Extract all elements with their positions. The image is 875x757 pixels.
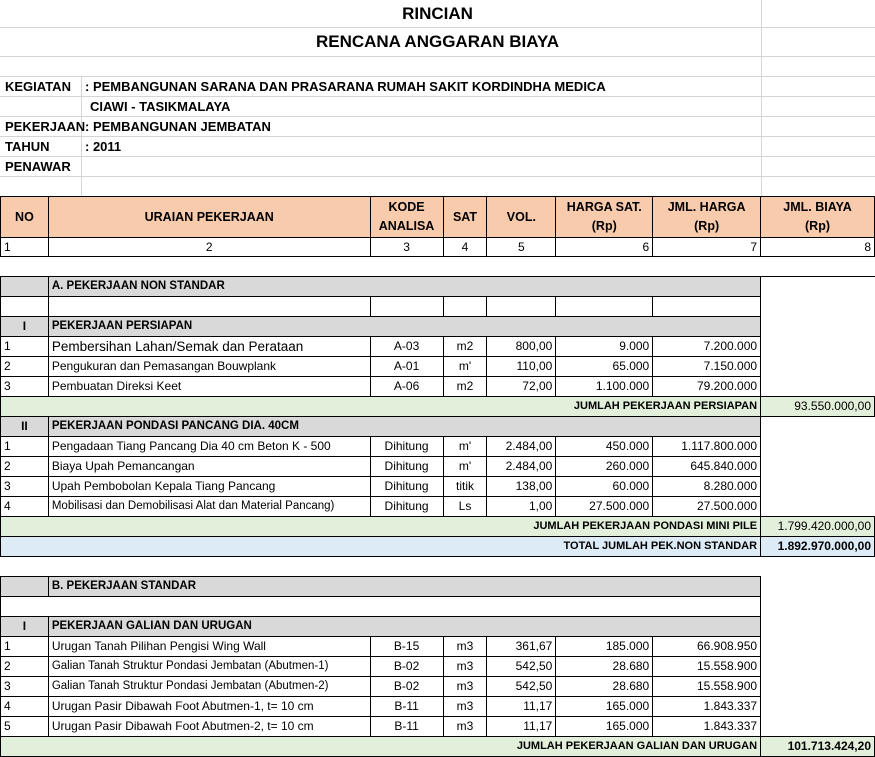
row-uraian: Upah Pembobolan Kepala Tiang Pancang: [48, 477, 370, 497]
header-no: NO: [1, 197, 49, 238]
section-a-no: [1, 277, 49, 297]
row-harga: 1.100.000: [556, 377, 653, 397]
row-harga: 28.680: [556, 657, 653, 677]
row-no: 5: [1, 717, 49, 737]
row-uraian: Pengukuran dan Pemasangan Bouwplank: [48, 357, 370, 377]
row-uraian: Galian Tanah Struktur Pondasi Jembatan (Abutmen-2): [48, 677, 370, 697]
spacer-cell: [556, 297, 653, 317]
empty-cell: [761, 677, 875, 697]
row-no: 1: [1, 437, 49, 457]
row-kode: A-06: [370, 377, 443, 397]
group-b1-no: I: [1, 617, 49, 637]
col-number-2: 2: [48, 238, 370, 257]
row-jml: 7.150.000: [653, 357, 761, 377]
tahun-value: : 2011: [85, 139, 122, 154]
row-kode: B-02: [370, 677, 443, 697]
col-number-6: 6: [556, 238, 653, 257]
pekerjaan-value: : PEMBANGUNAN JEMBATAN: [85, 119, 271, 134]
header-harga-line1: HARGA SAT.: [566, 200, 642, 214]
spacer-cell: [48, 297, 370, 317]
empty-cell: [761, 657, 875, 677]
empty-cell: [761, 497, 875, 517]
empty-cell: [761, 357, 875, 377]
col-number-7: 7: [653, 238, 761, 257]
row-uraian: Pembuatan Direksi Keet: [48, 377, 370, 397]
empty-cell: [761, 437, 875, 457]
empty-cell: [761, 337, 875, 357]
row-jml: 15.558.900: [653, 657, 761, 677]
row-kode: B-02: [370, 657, 443, 677]
row-no: 2: [1, 457, 49, 477]
spacer-cell: [1, 297, 49, 317]
header-kode-line1: KODE: [388, 200, 425, 214]
pekerjaan-label: PEKERJAAN: [5, 119, 86, 134]
blank-row: [1, 257, 875, 277]
spacer-cell: [443, 297, 487, 317]
empty-cell: [761, 617, 875, 637]
header-jml-biaya-line2: (Rp): [805, 219, 831, 233]
row-jml: 1.117.800.000: [653, 437, 761, 457]
row-uraian: Urugan Tanah Pilihan Pengisi Wing Wall: [48, 637, 370, 657]
row-sat: m2: [443, 337, 487, 357]
row-jml: 79.200.000: [653, 377, 761, 397]
column-number-row: [1, 238, 875, 257]
row-harga: 260.000: [556, 457, 653, 477]
row-kode: Dihitung: [370, 457, 443, 477]
row-uraian: Urugan Pasir Dibawah Foot Abutmen-1, t= 10 cm: [48, 697, 370, 717]
header-jml-biaya-line1: JML. BIAYA: [783, 200, 852, 214]
row-kode: Dihitung: [370, 477, 443, 497]
row-sat: m3: [443, 717, 487, 737]
row-vol: 542,50: [487, 677, 556, 697]
row-jml: 1.843.337: [653, 717, 761, 737]
row-vol: 72,00: [487, 377, 556, 397]
group-a1-row: [1, 317, 875, 337]
row-uraian: Mobilisasi dan Demobilisasi Alat dan Material Pancang): [48, 497, 370, 517]
subtotal-row: [1, 397, 875, 417]
kegiatan-label: KEGIATAN: [5, 79, 71, 94]
row-harga: 165.000: [556, 697, 653, 717]
row-harga: 27.500.000: [556, 497, 653, 517]
row-vol: 800,00: [487, 337, 556, 357]
row-sat: m': [443, 437, 487, 457]
spacer-cell: [653, 297, 761, 317]
total-value: 1.892.970.000,00: [761, 537, 875, 557]
table-row: [1, 697, 875, 717]
row-no: 3: [1, 377, 49, 397]
row-jml: 15.558.900: [653, 677, 761, 697]
spacer-row: [1, 297, 875, 317]
row-no: 4: [1, 697, 49, 717]
header-jml-harga-line2: (Rp): [694, 219, 720, 233]
group-a2-no: II: [1, 417, 49, 437]
table-row: [1, 357, 875, 377]
row-kode: B-11: [370, 697, 443, 717]
row-sat: Ls: [443, 497, 487, 517]
row-kode: Dihitung: [370, 437, 443, 457]
empty-cell: [761, 457, 875, 477]
row-uraian: Urugan Pasir Dibawah Foot Abutmen-2, t= 10 cm: [48, 717, 370, 737]
row-kode: B-15: [370, 637, 443, 657]
empty-cell: [761, 277, 875, 297]
row-vol: 1,00: [487, 497, 556, 517]
subtotal-row: [1, 737, 875, 757]
row-vol: 2.484,00: [487, 437, 556, 457]
row-harga: 60.000: [556, 477, 653, 497]
col-number-3: 3: [370, 238, 443, 257]
tahun-label: TAHUN: [5, 139, 50, 154]
group-a1-no: I: [1, 317, 49, 337]
row-jml: 7.200.000: [653, 337, 761, 357]
total-label: TOTAL JUMLAH PEK.NON STANDAR: [1, 537, 761, 557]
spacer-cell: [487, 297, 556, 317]
empty-cell: [761, 377, 875, 397]
section-a-row: [1, 277, 875, 297]
subtotal-label: JUMLAH PEKERJAAN PONDASI MINI PILE: [1, 517, 761, 537]
group-b1-row: [1, 617, 875, 637]
subtotal-label: JUMLAH PEKERJAAN GALIAN DAN URUGAN: [1, 737, 761, 757]
empty-cell: [761, 417, 875, 437]
empty-cell: [761, 297, 875, 317]
group-a2-row: [1, 417, 875, 437]
row-harga: 28.680: [556, 677, 653, 697]
title-rab: RENCANA ANGGARAN BIAYA: [315, 32, 560, 51]
section-a-title: A. PEKERJAAN NON STANDAR: [48, 277, 760, 297]
header-jml-harga: [653, 197, 761, 238]
row-sat: m': [443, 457, 487, 477]
kegiatan-value-2: CIAWI - TASIKMALAYA: [90, 99, 231, 114]
row-no: 3: [1, 677, 49, 697]
kegiatan-value: : PEMBANGUNAN SARANA DAN PRASARANA RUMAH SAKIT KORDINDHA MEDICA: [85, 79, 606, 94]
blank-cell: [1, 557, 875, 577]
row-jml: 27.500.000: [653, 497, 761, 517]
subtotal-label: JUMLAH PEKERJAAN PERSIAPAN: [1, 397, 761, 417]
row-sat: m3: [443, 697, 487, 717]
row-uraian: Pembersihan Lahan/Semak dan Perataan: [48, 337, 370, 357]
empty-cell: [761, 637, 875, 657]
title-rincian: RINCIAN: [402, 4, 473, 23]
subtotal-row: [1, 517, 875, 537]
row-jml: 1.843.337: [653, 697, 761, 717]
table-row: [1, 717, 875, 737]
row-harga: 165.000: [556, 717, 653, 737]
row-harga: 450.000: [556, 437, 653, 457]
penawar-label: PENAWAR: [5, 159, 71, 174]
header-kode-line2: ANALISA: [378, 219, 435, 233]
spacer-cell: [370, 297, 443, 317]
section-b-title: B. PEKERJAAN STANDAR: [48, 577, 760, 597]
row-jml: 8.280.000: [653, 477, 761, 497]
spacer-cell: [1, 597, 761, 617]
row-sat: m3: [443, 657, 487, 677]
row-kode: B-11: [370, 717, 443, 737]
subtotal-value: 101.713.424,20: [761, 737, 875, 757]
empty-cell: [761, 577, 875, 597]
header-sat: SAT: [443, 197, 487, 238]
row-jml: 66.908.950: [653, 637, 761, 657]
row-kode: A-01: [370, 357, 443, 377]
table-row: [1, 437, 875, 457]
table-row: [1, 477, 875, 497]
col-number-4: 4: [443, 238, 487, 257]
table-header: [1, 197, 875, 238]
empty-cell: [761, 317, 875, 337]
row-uraian: Pengadaan Tiang Pancang Dia 40 cm Beton K - 500: [48, 437, 370, 457]
group-b1-title: PEKERJAAN GALIAN DAN URUGAN: [48, 617, 760, 637]
row-jml: 645.840.000: [653, 457, 761, 477]
empty-cell: [761, 717, 875, 737]
section-b-no: [1, 577, 49, 597]
table-row: [1, 337, 875, 357]
row-harga: 65.000: [556, 357, 653, 377]
header-uraian: URAIAN PEKERJAAN: [48, 197, 370, 238]
row-sat: titik: [443, 477, 487, 497]
header-harga-line2: (Rp): [591, 219, 617, 233]
table-row: [1, 677, 875, 697]
header-kode: [370, 197, 443, 238]
table-row: [1, 657, 875, 677]
header-harga: [556, 197, 653, 238]
row-vol: 361,67: [487, 637, 556, 657]
rab-table: [0, 196, 875, 757]
row-kode: Dihitung: [370, 497, 443, 517]
col-number-1: 1: [1, 238, 49, 257]
table-row: [1, 457, 875, 477]
total-row: [1, 537, 875, 557]
col-number-8: 8: [761, 238, 875, 257]
header-vol: VOL.: [487, 197, 556, 238]
table-row: [1, 497, 875, 517]
header-jml-harga-line1: JML. HARGA: [667, 200, 746, 214]
row-no: 2: [1, 357, 49, 377]
blank-row: [1, 557, 875, 577]
subtotal-value: 1.799.420.000,00: [761, 517, 875, 537]
row-sat: m2: [443, 377, 487, 397]
empty-cell: [761, 697, 875, 717]
table-row: [1, 637, 875, 657]
row-vol: 110,00: [487, 357, 556, 377]
row-vol: 11,17: [487, 697, 556, 717]
row-harga: 185.000: [556, 637, 653, 657]
row-uraian: Biaya Upah Pemancangan: [48, 457, 370, 477]
row-vol: 542,50: [487, 657, 556, 677]
empty-cell: [761, 597, 875, 617]
sheet-gridlines: [0, 0, 875, 196]
row-sat: m3: [443, 637, 487, 657]
subtotal-value: 93.550.000,00: [761, 397, 875, 417]
col-number-5: 5: [487, 238, 556, 257]
row-no: 1: [1, 337, 49, 357]
row-harga: 9.000: [556, 337, 653, 357]
row-no: 3: [1, 477, 49, 497]
row-kode: A-03: [370, 337, 443, 357]
row-vol: 11,17: [487, 717, 556, 737]
blank-cell: [1, 257, 875, 277]
row-uraian: Galian Tanah Struktur Pondasi Jembatan (Abutmen-1): [48, 657, 370, 677]
row-vol: 138,00: [487, 477, 556, 497]
row-sat: m': [443, 357, 487, 377]
spacer-row: [1, 597, 875, 617]
row-no: 4: [1, 497, 49, 517]
empty-cell: [761, 477, 875, 497]
row-sat: m3: [443, 677, 487, 697]
section-b-row: [1, 577, 875, 597]
group-a1-title: PEKERJAAN PERSIAPAN: [48, 317, 760, 337]
header-jml-biaya: [761, 197, 875, 238]
row-vol: 2.484,00: [487, 457, 556, 477]
table-row: [1, 377, 875, 397]
group-a2-title: PEKERJAAN PONDASI PANCANG DIA. 40CM: [48, 417, 760, 437]
row-no: 2: [1, 657, 49, 677]
row-no: 1: [1, 637, 49, 657]
